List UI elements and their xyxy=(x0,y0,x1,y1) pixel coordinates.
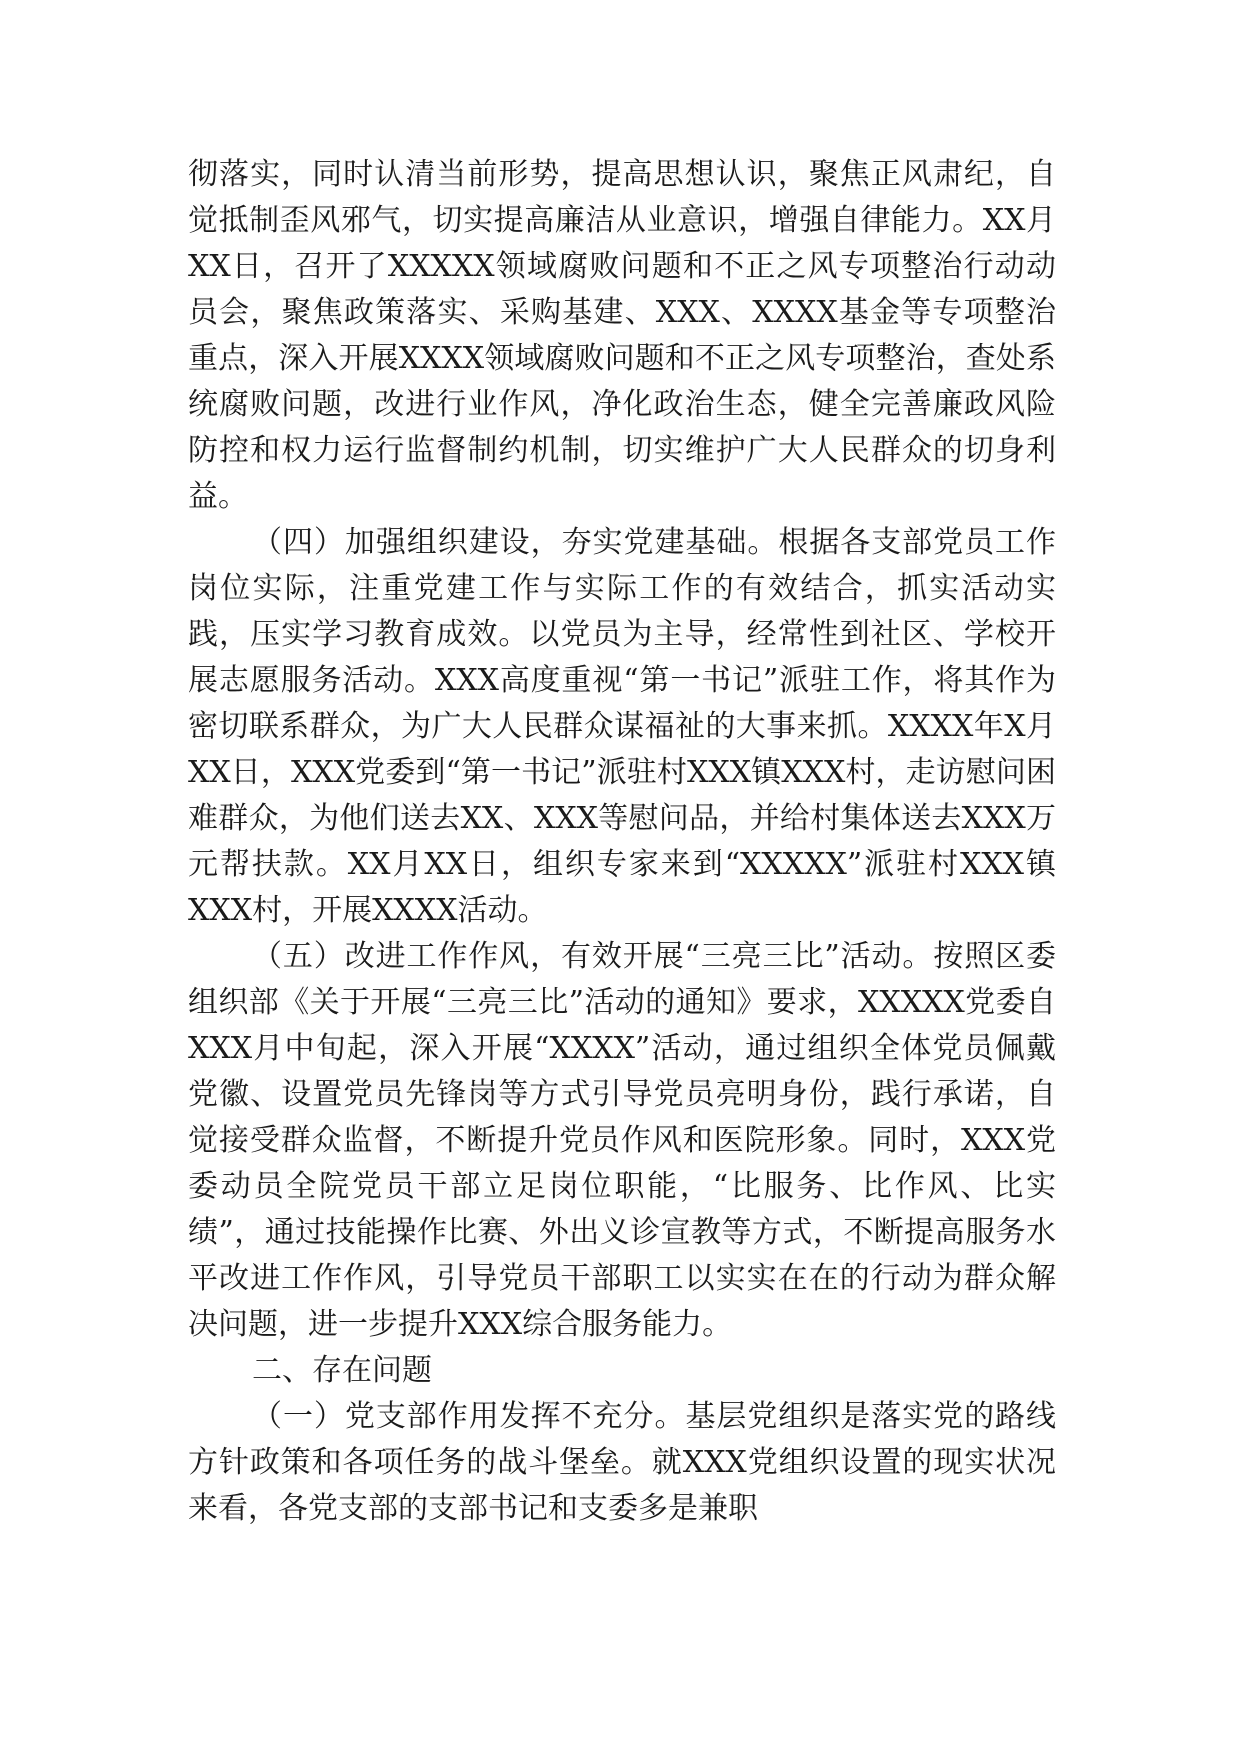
paragraph-section-5: （五）改进工作作风，有效开展“三亮三比”活动。按照区委组织部《关于开展“三亮三比”活动的通知》要求，XXXXX党委自XXX月中旬起，深入开展“XXXX”活动，通过组织全体党员佩戴党徽、设置党员先锋岗等方式引导党员亮明身份，践行承诺，自觉接受群众监督，不断提升党员作风和医院形象。同时，XXX党委动员全院党员干部立足岗位职能，“比服务、比作风、比实绩”，通过技能操作比赛、外出义诊宣教等方式，不断提高服务水平改进工作作风，引导党员干部职工以实实在在的行动为群众解决问题，进一步提升XXX综合服务能力。 xyxy=(188,939,1056,1342)
paragraph-section-4: （四）加强组织建设，夯实党建基础。根据各支部党员工作岗位实际，注重党建工作与实际工作的有效结合，抓实活动实践，压实学习教育成效。以党员为主导，经常性到社区、学校开展志愿服务活动。XXX高度重视“第一书记”派驻工作，将其作为密切联系群众，为广大人民群众谋福祉的大事来抓。XXXX年X月XX日，XXX党委到“第一书记”派驻村XXX镇XXX村，走访慰问困难群众，为他们送去XX、XXX等慰问品，并给村集体送去XXX万元帮扶款。XX月XX日，组织专家来到“XXXXX”派驻村XXX镇XXX村，开展XXXX活动。 xyxy=(188,525,1056,928)
section-heading-problems: 二、存在问题 xyxy=(252,1353,432,1388)
document-page xyxy=(188,152,1056,1532)
paragraph-problem-1: （一）党支部作用发挥不充分。基层党组织是落实党的路线方针政策和各项任务的战斗堡垒。就XXX党组织设置的现实状况来看，各党支部的支部书记和支委多是兼职 xyxy=(188,1399,1056,1526)
paragraph-continuation: 彻落实，同时认清当前形势，提高思想认识，聚焦正风肃纪，自觉抵制歪风邪气，切实提高廉洁从业意识，增强自律能力。XX月XX日，召开了XXXXX领域腐败问题和不正之风专项整治行动动员会，聚焦政策落实、采购基建、XXX、XXXX基金等专项整治重点，深入开展XXXX领域腐败问题和不正之风专项整治，查处系统腐败问题，改进行业作风，净化政治生态，健全完善廉政风险防控和权力运行监督制约机制，切实维护广大人民群众的切身利益。 xyxy=(188,157,1056,514)
